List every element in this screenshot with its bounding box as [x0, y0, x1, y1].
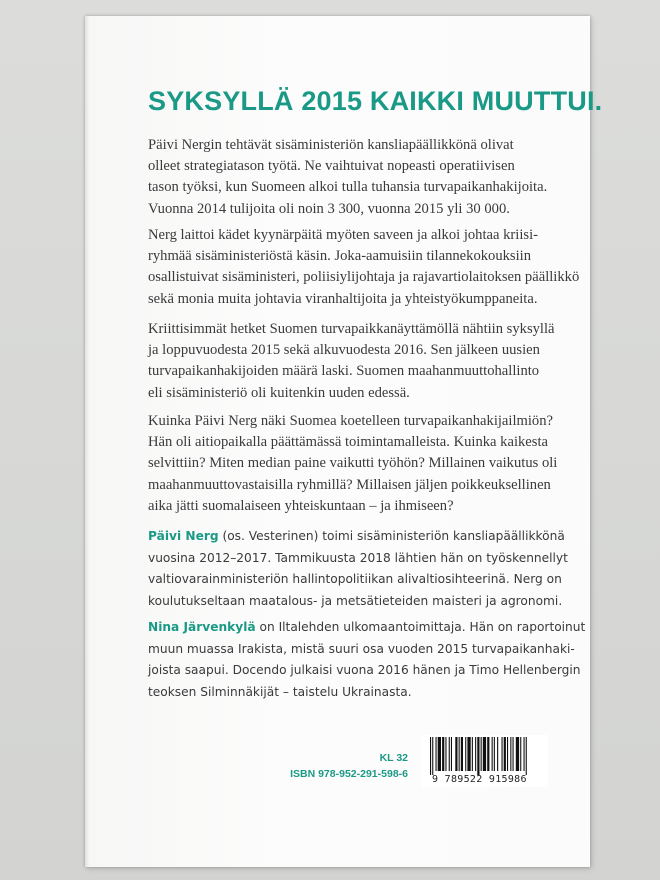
barcode-bar — [465, 737, 466, 771]
barcode-bar — [445, 737, 446, 771]
cover-edge — [85, 16, 89, 867]
text-line: Kuinka Päivi Nerg näki Suomea koetelleen turvapaikanhakijailmiön? — [148, 413, 553, 429]
barcode-bar — [442, 737, 444, 771]
text-line: Päivi Nergin tehtävät sisäministeriön kansliapäällikkönä olivat — [148, 137, 514, 153]
text-line: maahanmuuttovastaisilla ryhmillä? Millaisen jäljen poikkeuksellinen — [148, 476, 551, 493]
barcode-bar — [455, 737, 457, 771]
barcode-bar — [451, 737, 452, 771]
barcode-bar — [461, 737, 463, 771]
barcode-bar — [467, 737, 470, 771]
barcode-bar — [481, 737, 482, 771]
barcode-bar — [436, 737, 437, 771]
text-line: Nerg laittoi kädet kyynärpäitä myöten saveen ja alkoi johtaa kriisi- — [148, 227, 538, 243]
text-line: tason työksi, kun Suomeen alkoi tulla tuhansia turvapaikanhakijoita. — [148, 179, 548, 196]
barcode-bar — [483, 737, 486, 771]
text-line: aika jätti suomalaiseen yhteiskuntaan – ja ihmiseen? — [148, 497, 454, 514]
author-bio-nerg — [148, 526, 568, 612]
bio-first-line — [148, 617, 585, 639]
barcode-bar — [472, 737, 473, 771]
text-line: sekä monia muita johtavia viranhaltijoita ja yhteistyökumppaneita. — [148, 290, 538, 307]
barcode-bar — [459, 737, 460, 771]
text-line: valtiovarainministeriön hallintopolitiikan alivaltiosihteerinä. Nerg on — [148, 572, 562, 586]
classification-code: KL 32 — [379, 752, 408, 764]
bio-first-line — [148, 526, 568, 548]
bio-text: (os. Vesterinen) toimi sisäministeriön kansliapäällikkönä — [218, 529, 565, 543]
text-line: ryhmää sisäministeriöstä käsin. Joka-aamuisiin tilannekokouksiin — [148, 248, 532, 265]
headline: SYKSYLLÄ 2015 KAIKKI MUUTTUI. — [148, 86, 603, 116]
paragraph-2 — [148, 225, 579, 310]
text-line: vuosina 2012–2017. Tammikuusta 2018 lähtien hän on työskennellyt — [148, 550, 568, 565]
barcode-bar — [516, 737, 519, 771]
text-line: Hän oli aitiopaikalla päättämässä toimintamalleista. Kuinka kaikesta — [148, 434, 548, 451]
text-line: Kriittisimmät hetket Suomen turvapaikkanäyttämöllä nähtiin syksyllä — [148, 321, 555, 337]
text-line: osallistuivat sisäministeri, poliisiylijohtaja ja rajavartiolaitoksen päällikkö — [148, 269, 580, 286]
barcode-bar — [487, 737, 489, 771]
barcode-digits: 9 789522 915986 — [432, 774, 527, 785]
barcode-bar — [492, 737, 493, 771]
barcode-bar — [520, 737, 521, 771]
barcode-bar — [438, 737, 441, 771]
barcode-bar — [430, 737, 431, 775]
barcode-bar — [507, 737, 508, 771]
text-line: eli sisäministeriö oli kuitenkin uuden edessä. — [148, 384, 410, 401]
text-line: ja loppuvuodesta 2015 sekä alkuvuodesta 2016. Sen jälkeen uusien — [148, 342, 540, 359]
paragraph-4 — [148, 411, 557, 517]
text-line: joista saapui. Docendo julkaisi vuona 2016 hänen ja Timo Hellenbergin — [148, 663, 581, 677]
barcode-bar — [513, 737, 514, 771]
barcode-bar — [477, 737, 479, 775]
author-name: Päivi Nerg — [148, 529, 219, 543]
text-line: turvapaikanhakijoiden määrä laski. Suomen maahanmuuttohallinto — [148, 363, 540, 380]
barcode-bar — [494, 737, 495, 771]
barcode-bar — [475, 737, 476, 771]
barcode-bar — [524, 737, 525, 771]
text-line: teoksen Silminnäkijät – taistelu Ukrainasta. — [148, 684, 412, 699]
isbn-text: ISBN 978-952-291-598-6 — [290, 768, 408, 780]
barcode-bars — [422, 735, 548, 775]
text-line: muun muassa Irakista, mistä suuri osa vuoden 2015 turvapaikanhaki- — [148, 641, 575, 656]
text-line: olleet strategiatason työtä. Ne vaihtuivat nopeasti operatiivisen — [148, 158, 515, 175]
paragraph-3 — [148, 319, 555, 404]
author-bio-jarvenkyla — [148, 617, 585, 703]
paragraph-1 — [148, 135, 547, 220]
barcode-bar — [449, 737, 450, 771]
text-line: koulutukseltaan maatalous- ja metsätieteiden maisteri ja agronomi. — [148, 593, 563, 608]
barcode-bar — [504, 737, 506, 771]
barcode-bar — [497, 737, 498, 771]
barcode-bar — [502, 737, 503, 771]
barcode-bar — [432, 737, 433, 775]
barcode-bar — [510, 737, 511, 771]
barcode-bar — [526, 737, 527, 775]
text-line: Vuonna 2014 tulijoita oli noin 3 300, vuonna 2015 yli 30 000. — [148, 200, 510, 217]
text-line: selvittiin? Miten median paine vaikutti työhön? Millainen vaikutus oli — [148, 455, 558, 472]
author-name: Nina Järvenkylä — [148, 620, 256, 634]
bio-text: on Iltalehden ulkomaantoimittaja. Hän on raportoinut — [255, 620, 586, 634]
